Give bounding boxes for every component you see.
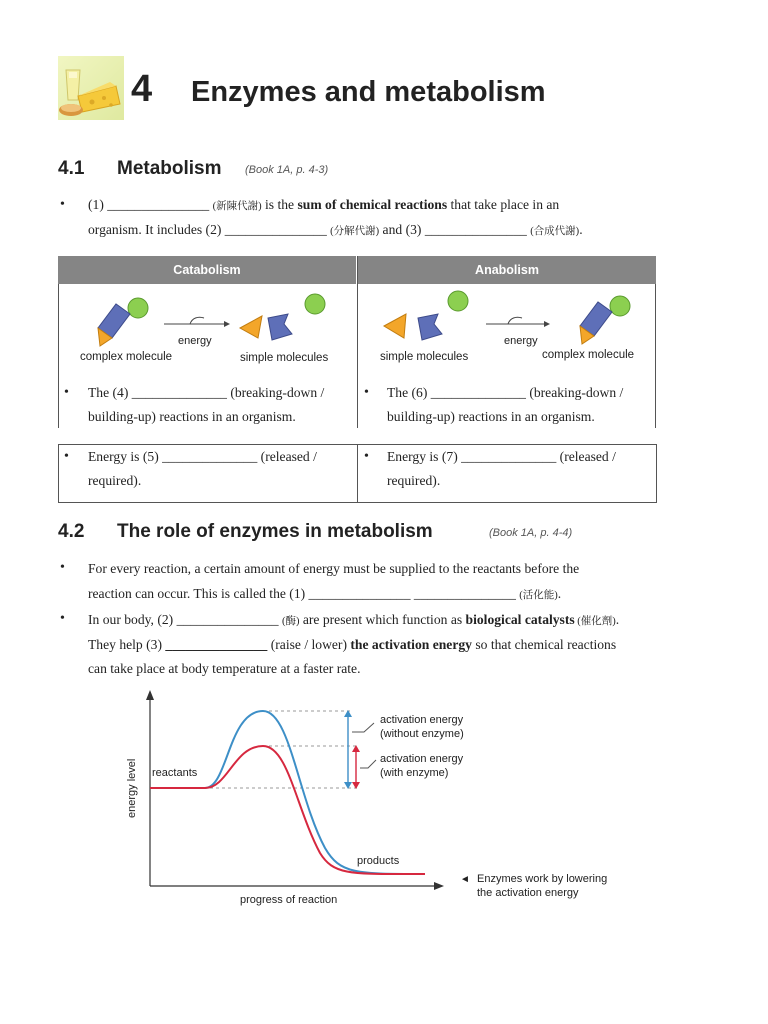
chapter-number: 4 [131, 68, 153, 110]
catabolism-energy-line1: Energy is (5) ______________ (released / [88, 449, 317, 464]
catabolism-simple-molecules-label: simple molecules [240, 352, 329, 364]
reactants-label: reactants [152, 767, 198, 779]
anabolism-reaction-line1: The (6) ______________ (breaking-down / [387, 385, 624, 400]
section-book-reference: (Book 1A, p. 4-4) [489, 527, 573, 539]
anabolism-energy-label: energy [504, 335, 538, 347]
activation-energy-line2: reaction can occur. This is called the (1) _______________ _______________ (活化能). [88, 586, 562, 601]
bullet-point: • [60, 197, 65, 212]
anabolism-reaction-line2: building-up) reactions in an organism. [387, 409, 595, 424]
section-title-role-of-enzymes: The role of enzymes in metabolism [117, 521, 433, 542]
table-header-catabolism: Catabolism [58, 256, 356, 284]
simple-molecules-shapes [384, 291, 468, 340]
activation-energy-without-label-1: activation energy [380, 714, 464, 726]
note-arrow-icon: ◄ [460, 874, 470, 885]
anabolism-simple-molecules-label: simple molecules [380, 351, 469, 363]
energy-profile-graph [120, 688, 640, 914]
enzyme-note-line2: the activation energy [477, 887, 579, 899]
section-book-reference: (Book 1A, p. 4-3) [245, 164, 329, 176]
anabolism-complex-molecule-label: complex molecule [542, 349, 635, 361]
simple-molecules-shapes [240, 294, 325, 340]
products-label: products [357, 855, 400, 867]
catabolism-anabolism-table [58, 256, 656, 504]
catabolism-energy-line2: required). [88, 473, 142, 488]
bullet-point: • [60, 611, 65, 626]
enzymes-line2: They help (3) _______________ (raise / lower) the activation energy so that chemical reactions [88, 637, 617, 652]
activation-energy-without-label-2: (without enzyme) [380, 728, 464, 740]
metabolism-definition-line1: (1) _______________ (新陳代謝) is the sum of chemical reactions that take place in an [88, 197, 560, 212]
activation-energy-line1: For every reaction, a certain amount of energy must be supplied to the reactants before the [88, 561, 580, 576]
section-number-4-1: 4.1 [58, 158, 85, 179]
enzyme-note-line1: Enzymes work by lowering [477, 873, 608, 885]
anabolism-energy-line2: required). [387, 473, 441, 488]
table-header-anabolism: Anabolism [358, 256, 656, 284]
chapter-icon-food-image [58, 56, 124, 120]
complex-molecule-shape [580, 296, 630, 344]
pointer-with [360, 760, 376, 768]
pointer-without [352, 723, 374, 732]
anabolism-energy-line1: Energy is (7) ______________ (released / [387, 449, 616, 464]
chapter-title: Enzymes and metabolism [191, 76, 546, 108]
bullet-point: • [364, 449, 369, 464]
bullet-point: • [64, 449, 69, 464]
section-number-4-2: 4.2 [58, 521, 85, 542]
section-title-metabolism: Metabolism [117, 158, 222, 179]
x-axis-label: progress of reaction [240, 894, 338, 906]
bullet-point: • [364, 385, 369, 400]
activation-energy-with-label-2: (with enzyme) [380, 767, 449, 779]
catabolism-reaction-line2: building-up) reactions in an organism. [88, 409, 296, 424]
activation-energy-with-label-1: activation energy [380, 753, 464, 765]
enzymes-line1: In our body, (2) _______________ (酶) are present which function as biological catalysts (催化劑). [88, 612, 620, 627]
catabolism-reaction-line1: The (4) ______________ (breaking-down / [88, 385, 325, 400]
bullet-point: • [60, 560, 65, 575]
bullet-point: • [64, 385, 69, 400]
enzymes-line3: can take place at body temperature at a faster rate. [88, 661, 361, 676]
metabolism-definition-line2: organism. It includes (2) _______________ (分解代謝) and (3) _______________ (合成代謝). [88, 222, 583, 237]
x-axis-arrow [434, 882, 444, 890]
catabolism-energy-label: energy [178, 335, 212, 347]
catabolism-complex-molecule-label: complex molecule [80, 351, 173, 363]
complex-molecule-shape [98, 298, 148, 346]
y-axis-arrow [146, 690, 154, 700]
y-axis-label: energy level [126, 758, 138, 818]
